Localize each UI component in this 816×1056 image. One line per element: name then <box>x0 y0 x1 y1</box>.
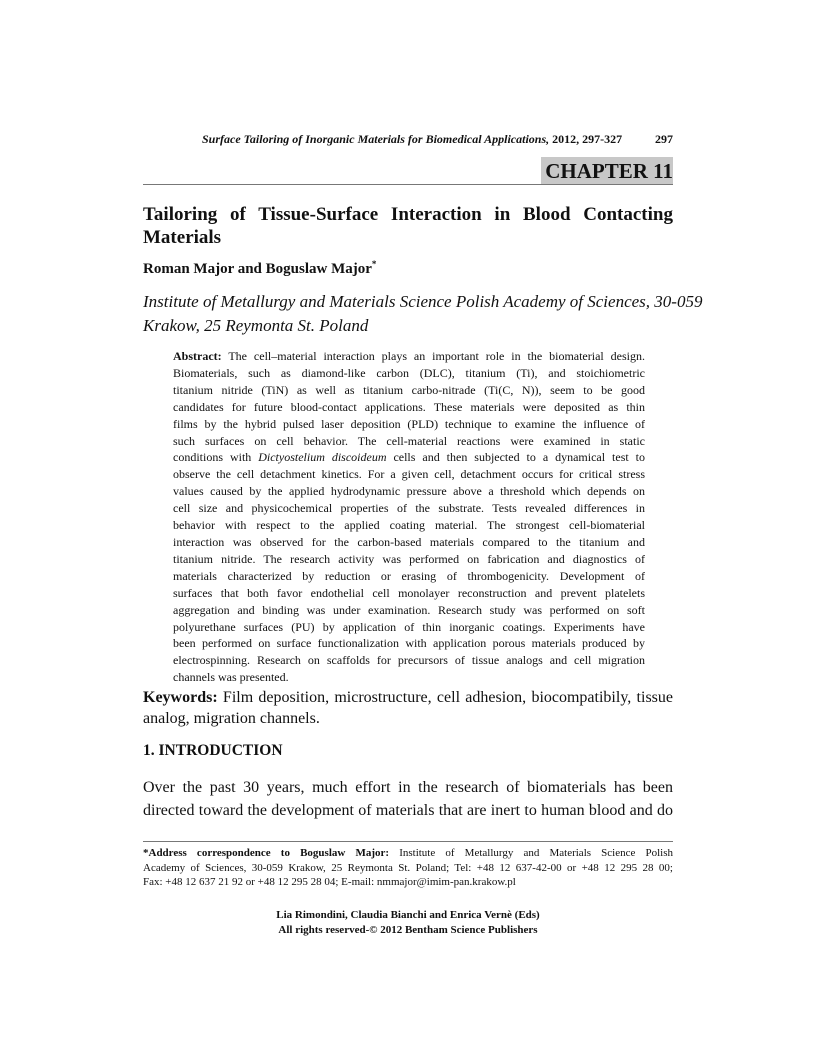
abstract-text: electrospinning. Research on scaffolds for precursors of tissue analogs and cell migration <box>173 653 645 668</box>
keywords-line: analog, migration channels. <box>143 710 320 727</box>
abstract-line <box>173 433 645 450</box>
journal-info: 2012, 297-327 <box>549 132 623 146</box>
title-line: Materials <box>143 227 222 248</box>
footnote-label: *Address correspondence to Boguslaw Major: <box>143 847 390 859</box>
abstract-line <box>173 652 645 669</box>
body-line: Over the past 30 years, much effort in the research of biomaterials has been <box>143 779 673 796</box>
abstract-text: channels was presented. <box>173 670 289 685</box>
abstract-line <box>173 585 645 602</box>
abstract-line <box>173 416 645 433</box>
abstract-line <box>173 466 645 483</box>
abstract-text: observe the cell detachment kinetics. For a given cell, detachment occurs for critical stress <box>173 467 645 482</box>
body-line: directed toward the development of materials that are inert to human blood and do <box>143 802 673 819</box>
affiliation-line: Institute of Metallurgy and Materials Science Polish Academy of Sciences, 30-059 <box>143 292 703 311</box>
abstract-line <box>173 449 645 466</box>
abstract-text: values caused by the applied hydrodynamic pressure above a threshold which depends on <box>173 484 645 499</box>
abstract-text: titanium nitride. The research activity was performed on fabrication and diagnostics of <box>173 551 645 566</box>
abstract-line <box>173 500 645 517</box>
abstract-text: cell size and physicochemical properties of the substrate. Tests revealed differences in <box>173 501 645 516</box>
abstract-line <box>173 534 645 551</box>
abstract <box>173 348 645 686</box>
corresponding-mark: * <box>371 259 377 269</box>
footnote-line: Academy of Sciences, 30-059 Krakow, 25 Reymonta St. Poland; Tel: +48 12 637-42-00 or +48 12 295 28 00; <box>143 861 673 874</box>
authors <box>143 259 376 278</box>
abstract-line <box>173 568 645 585</box>
abstract-text: such surfaces on cell behavior. The cell-material reactions were examined in static <box>173 433 645 448</box>
abstract-line <box>173 399 645 416</box>
abstract-line <box>173 348 645 365</box>
author-names: Roman Major and Boguslaw Major <box>143 261 372 277</box>
abstract-text: cells and then subjected to a dynamical test to <box>386 450 645 465</box>
abstract-text: polyurethane surfaces (PU) by application of thin inorganic coatings. Experiments have <box>173 619 645 634</box>
abstract-text: titanium nitride (TiN) as well as titanium carbo-nitrade (Ti(C, N)), seem to be good <box>173 382 645 397</box>
chapter-label: CHAPTER 11 <box>541 157 673 184</box>
footnote-line <box>143 846 673 861</box>
footnote <box>143 846 673 890</box>
abstract-text: aggregation and binding was under examination. Research study was performed on soft <box>173 602 645 617</box>
footnote-text: Institute of Metallurgy and Materials Science Polish <box>389 847 674 859</box>
title-line: Tailoring of Tissue-Surface Interaction in Blood Contacting <box>143 204 673 225</box>
editors-line: Lia Rimondini, Claudia Bianchi and Enrica Vernè (Eds) <box>276 909 540 921</box>
abstract-text: interaction was observed for the carbon-based materials compared to the titanium and <box>173 534 645 549</box>
affiliation-line: Krakow, 25 Reymonta St. Poland <box>143 316 369 335</box>
abstract-text: surfaces that both favor endothelial cell monolayer reconstruction and prevent platelets <box>173 585 645 600</box>
abstract-text: Biomaterials, such as diamond-like carbon (DLC), titanium (Ti), and stoichiometric <box>173 365 645 380</box>
section-heading: 1. INTRODUCTION <box>143 742 283 759</box>
abstract-line <box>173 365 645 382</box>
page-number: 297 <box>655 132 673 146</box>
abstract-line <box>173 669 645 686</box>
abstract-line <box>173 517 645 534</box>
abstract-line <box>173 619 645 636</box>
abstract-line <box>173 635 645 652</box>
keywords-label: Keywords: <box>143 689 218 706</box>
abstract-text: candidates for future blood-contact applications. These materials were deposited as thin <box>173 399 645 414</box>
abstract-text: behavior with respect to the applied coating material. The strongest cell-biomaterial <box>173 518 645 533</box>
journal-title: Surface Tailoring of Inorganic Materials for Biomedical Applications, <box>202 132 550 146</box>
keywords-text: Film deposition, microstructure, cell adhesion, biocompatibily, tissue <box>217 689 673 706</box>
footnote-line: Fax: +48 12 637 21 92 or +48 12 295 28 04; E-mail: nmmajor@imim-pan.krakow.pl <box>143 876 516 888</box>
body-text <box>143 776 673 822</box>
keywords <box>143 687 673 729</box>
chapter-title <box>143 203 673 249</box>
abstract-line <box>173 551 645 568</box>
header-divider <box>143 184 673 185</box>
affiliation <box>143 290 703 338</box>
abstract-line <box>173 382 645 399</box>
running-title <box>202 132 622 147</box>
footnote-divider <box>143 841 673 842</box>
copyright-line: All rights reserved-© 2012 Bentham Science Publishers <box>278 924 538 936</box>
abstract-text: been performed on surface functionalization with application porous materials produced by <box>173 636 645 651</box>
species-name: Dictyostelium discoideum <box>258 450 387 465</box>
abstract-text: The cell–material interaction plays an important role in the biomaterial design. <box>221 349 645 363</box>
editors-credit <box>143 908 673 938</box>
abstract-text: films by the hybrid pulsed laser deposition (PLD) technique to examine the influence of <box>173 416 645 431</box>
abstract-label: Abstract: <box>173 349 222 363</box>
abstract-text: materials characterized by reduction or erasing of thrombogenicity. Development of <box>173 568 645 583</box>
keywords-line <box>143 687 673 708</box>
abstract-line <box>173 602 645 619</box>
abstract-line <box>173 483 645 500</box>
abstract-text: conditions with <box>173 450 259 465</box>
